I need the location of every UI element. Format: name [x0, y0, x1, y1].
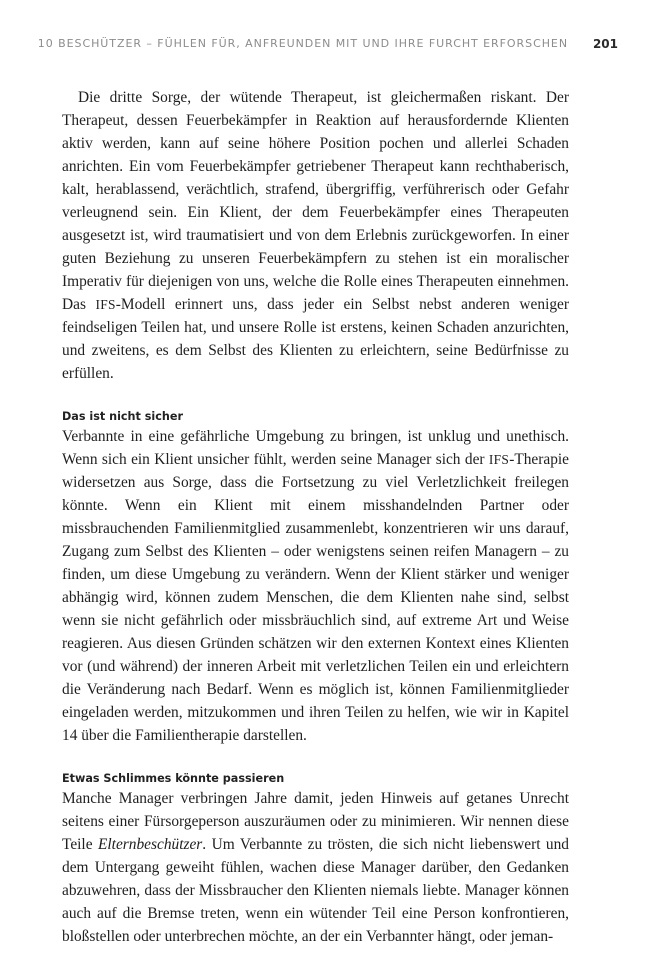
abbreviation-ifs: IFS	[95, 297, 116, 312]
running-header	[0, 35, 650, 53]
paragraph-text: . Um Verbannte zu trösten, die sich nicht liebenswert und dem Untergang geweiht fühlen, wachen diese Manager darüber, den Gedanken abzuwehren, dass der Missbraucher den Klienten niemals liebte. Manager können auch auf die Bremse treten, wenn ein wütender Teil eine Person konfrontieren, bloßstellen oder unterbrechen möchte, an der ein Verbannter hängt, oder jeman-	[62, 836, 569, 945]
paragraph-nicht-sicher	[62, 425, 569, 747]
subheading-etwas-schlimmes: Etwas Schlimmes könnte passieren	[62, 772, 285, 785]
abbreviation-ifs: IFS	[488, 452, 510, 467]
paragraph-text: -Therapie widersetzen aus Sorge, dass die Fortsetzung zu viel Verletzlichkeit freilegen könnte. Wenn ein Klient mit einem misshandelnden Partner oder missbrauchenden Familienmitglied zusammenlebt, konzentrieren wir uns darauf, Zugang zum Selbst des Klienten – oder wenigstens seinen reifen Managern – zu finden, um diese Umgebung zu verändern. Wenn der Klient stärker und weniger abhängig wird, können zudem Menschen, die dem Klienten nahe sind, selbst wenn sie nicht gefährlich oder missbräuchlich sind, auf extreme Art und Weise reagieren. Aus diesen Gründen schätzen wir den externen Kontext eines Klienten vor (und während) der inneren Arbeit mit verletzlichen Teilen ein und erleichtern die Veränderung nach Bedarf. Wenn es möglich ist, können Familienmitglieder eingeladen werden, mitzukommen und ihren Teilen zu helfen, wie wir in Kapitel 14 über die Familientherapie darstellen.	[62, 451, 569, 744]
paragraph-text: Manche Manager verbringen Jahre damit, jeden Hinweis auf getanes Unrecht seitens einer Fürsorgeperson auszuräumen oder zu minimieren. Wir nennen diese Teile	[62, 790, 569, 853]
page-number: 201	[592, 37, 618, 51]
emphasized-term: Elternbeschützer	[98, 836, 203, 853]
paragraph-text: Verbannte in eine gefährliche Umgebung zu bringen, ist unklug und unethisch. Wenn sich ein Klient unsicher fühlt, werden seine Manager sich der	[62, 428, 569, 468]
paragraph-text: -Modell erinnert uns, dass jeder ein Selbst nebst anderen weniger feindseligen Teilen hat, und unsere Rolle ist erstens, keinen Schaden anzurichten, und zweitens, es dem Selbst des Klienten zu erleichtern, seine Bedürfnisse zu erfüllen.	[62, 296, 569, 382]
paragraph-etwas-schlimmes	[62, 787, 569, 948]
paragraph-text: Die dritte Sorge, der wütende Therapeut, ist gleichermaßen riskant. Der Therapeut, dessen Feuerbekämpfer in Reaktion auf herausfordernde Klienten aktiv werden, kann auf seine höhere Position pochen und allerlei Schaden anrichten. Ein vom Feuerbekämpfer getriebener Therapeut kann rechthaberisch, kalt, herablassend, verächtlich, strafend, übergriffig, verführerisch oder Gefahr verleugnend sein. Ein Klient, der dem Feuerbekämpfer eines Therapeuten ausgesetzt ist, wird traumatisiert und von dem Erlebnis zurückgeworfen. In einer guten Beziehung zu unseren Feuerbekämpfern zu stehen ist ein moralischer Imperativ für diejenigen von uns, welche die Rolle eines Therapeuten einnehmen. Das	[62, 89, 569, 313]
paragraph-wuetender-therapeut	[62, 86, 569, 385]
page-body	[62, 86, 569, 948]
subheading-nicht-sicher: Das ist nicht sicher	[62, 410, 183, 423]
chapter-running-title: 10 BESCHÜTZER – FÜHLEN FÜR, ANFREUNDEN MIT UND IHRE FURCHT ERFORSCHEN	[37, 37, 568, 50]
